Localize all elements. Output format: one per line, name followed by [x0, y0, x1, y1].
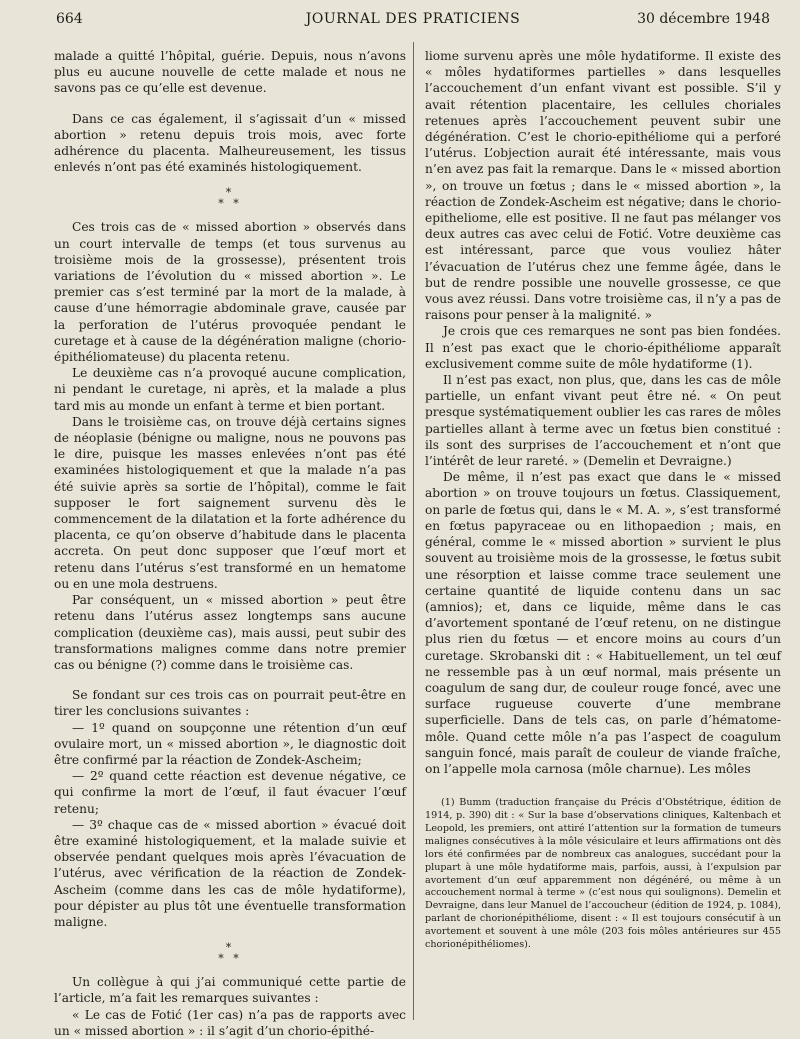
column-divider — [413, 42, 414, 1020]
paragraph: Ces trois cas de « missed abortion » observés dans un court intervalle de temps (et tous survenus au troisième mois de la grossesse), présentent trois variations de l’évolution du « missed abortion ». Le premier cas s’est terminé par la mort de la malade, à cause d’une hémorragie abdominale grave, causée par la perforation de l’utérus provoquée pendant le curetage et à cause de la dégénération maligne (chorio-épithéliomateuse) du placenta retenu. — [54, 220, 406, 365]
paragraph: Dans le troisième cas, on trouve déjà certains signes de néoplasie (bénigne ou maligne, nous ne pouvons pas le dire, puisque les masses enlevées n’ont pas été examinées histologiquement et que la malade n’a pas été suivie après sa sortie de l’hôpital), comme le fait supposer le fort saignement survenu dès le commencement de la dilatation et la forte adhérence du placenta, ce qu’on observe d’habitude dans le placenta accreta. On peut donc supposer que l’œuf mort et retenu dans l’utérus s’est transformé en un hematome ou en une mola destruens. — [54, 414, 406, 591]
paragraph: « Le cas de Fotić (1er cas) n’a pas de rapports avec un « missed abortion » : il s’agit d’un chorio-épithé- — [54, 1007, 406, 1038]
paragraph: Dans ce cas également, il s’agissait d’un « missed abortion » retenu depuis trois mois, avec forte adhérence du placenta. Malheureusement, les tissus enlevés n’ont pas été examinés histologiquement. — [54, 111, 406, 175]
footnote — [425, 797, 781, 952]
paragraph: Il n’est pas exact, non plus, que, dans les cas de môle partielle, un enfant vivant peut être né. « On peut presque systématiquement oublier les cas rares de môles partielles allant à terme avec un fœtus bien constitué : ils sont des surprises de l’accouchement et n’ont que l’intérêt de leur rareté. » (Demelin et Devraigne.) — [425, 373, 781, 469]
paragraph: Je crois que ces remarques ne sont pas bien fondées. Il n’est pas exact que le chorio-épithéliome apparaît exclusivement comme suite de môle hydatiforme (1). — [425, 324, 781, 371]
conclusion-item: — 2º quand cette réaction est devenue négative, ce qui confirme la mort de l’œuf, il faut évacuer l’œuf retenu; — [54, 769, 406, 816]
issue-date: 30 décembre 1948 — [637, 11, 770, 27]
page-number: 664 — [56, 11, 83, 27]
right-column — [425, 48, 781, 952]
section-separator: * * * — [218, 941, 242, 966]
paragraph: Un collègue à qui j’ai communiqué cette partie de l’article, m’a fait les remarques suivantes : — [54, 975, 406, 1006]
running-header — [56, 8, 770, 30]
section-separator: * * * — [218, 186, 242, 211]
journal-title: JOURNAL DES PRATICIENS — [305, 11, 521, 27]
conclusion-item: — 3º chaque cas de « missed abortion » évacué doit être examiné histologiquement, et la malade suivie et observée pendant quelques mois après l’évacuation de l’utérus, avec vérification de la réaction de Zondek-Ascheim (comme dans les cas de môle hydatiforme), pour dépister au plus tôt une éventuelle transformation maligne. — [54, 817, 406, 929]
paragraph: Par conséquent, un « missed abortion » peut être retenu dans l’utérus assez longtemps sans aucune complication (deuxième cas), mais aussi, peut subir des transformations malignes comme dans notre premier cas ou bénigne (?) comme dans le troisième cas. — [54, 593, 406, 672]
paragraph: malade a quitté l’hôpital, guérie. Depuis, nous n’avons plus eu aucune nouvelle de cette malade et nous ne savons pas ce qu’elle est devenue. — [54, 49, 406, 96]
paragraph: liome survenu après une môle hydatiforme. Il existe des « môles hydatiformes partielles » dans lesquelles l’accouchement d’un enfant vivant est possible. S’il y avait rétention placentaire, les cellules choriales retenues après l’accouchement peuvent subir une dégénération. C’est le chorio-epithéliome qui a perforé l’utérus. L’objection aurait été intéressante, mais vous n’en avez pas fait la remarque. Dans le « missed abortion », on trouve un fœtus ; dans le « missed abortion », la réaction de Zondek-Ascheim est négative; dans le chorio-epitheliome, elle est positive. Il ne faut pas mélanger vos deux autres cas avec celui de Fotić. Votre deuxième cas est intéressant, parce que vous vouliez hâter l’évacuation de l’utérus chez une femme âgée, dans le but de rendre possible une nouvelle grossesse, ce que vous avez réussi. Dans votre troisième cas, il n’y a pas de raisons pour penser à la malignité. » — [425, 49, 781, 323]
paragraph: Le deuxième cas n’a provoqué aucune complication, ni pendant le curetage, ni après, et la malade a plus tard mis au monde un enfant à terme et bien portant. — [54, 366, 406, 413]
paragraph: Se fondant sur ces trois cas on pourrait peut-être en tirer les conclusions suivantes : — [54, 688, 406, 719]
footnote-text: (1) Bumm (traduction française du Précis d’Obstétrique, édition de 1914, p. 390) dit : « Sur la base d’observations cliniques, Kaltenbach et Leopold, les premiers, ont attiré l’attention sur la formation de tumeurs malignes consécutives à la môle vésiculaire et leurs affirmations ont dès lors été confirmées par de nombreux cas analogues, succédant pour la plupart à une môle hydatiforme mais, parfois, aussi, à l’expulsion par avortement d’un œuf apparemment non dégénéré, ou même à un accouchement normal à terme » (c’est nous qui soulignons). Demelin et Devraigne, dans leur Manuel de l’accoucheur (édition de 1924, p. 1084), parlant de chorionépithéliome, disent : « Il est toujours consécutif à un avortement et souvent à une môle (203 fois môles antérieures sur 455 chorionépithéliomes). — [425, 797, 781, 951]
left-column — [54, 48, 406, 1039]
paragraph: De même, il n’est pas exact que dans le « missed abortion » on trouve toujours un fœtus. Classiquement, on parle de fœtus qui, dans le « M. A. », s’est transformé en fœtus papyraceae ou en lithopaedion ; mais, en général, comme le « missed abortion » survient le plus souvent au troisième mois de la grossesse, le fœtus subit une résorption et laisse comme trace seulement une certaine quantité de liquide contenu dans un sac (amnios); et, dans ce liquide, même dans le cas d’avortement spontané de l’œuf retenu, on ne distingue plus rien du fœtus — et encore moins au cours d’un curetage. Skrobanski dit : « Habituellement, un tel œuf ne ressemble pas à un œuf normal, mais présente un coagulum de sang dur, de couleur rouge foncé, avec une surface rugueuse couverte d’une membrane superficielle. Dans de tels cas, on parle d’hématome-môle. Quand cette môle n’a pas l’aspect de coagulum sanguin foncé, mais paraît de couleur de viande fraîche, on l’appelle mola carnosa (môle charnue). Les môles — [425, 470, 781, 776]
conclusion-item: — 1º quand on soupçonne une rétention d’un œuf ovulaire mort, un « missed abortion », le diagnostic doit être confirmé par la réaction de Zondek-Ascheim; — [54, 720, 406, 767]
